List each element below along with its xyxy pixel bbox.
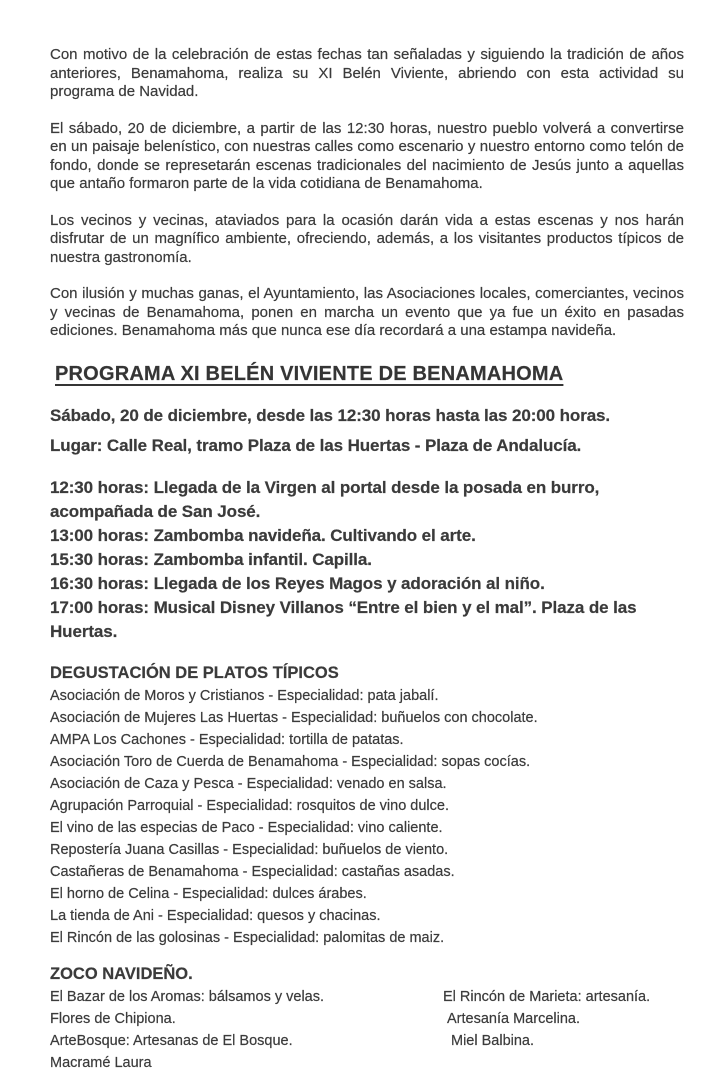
market-item: Miel Balbina.: [451, 1032, 535, 1049]
tasting-item: El vino de las especias de Paco - Especialidad: vino caliente.: [50, 819, 443, 836]
tasting-item: Asociación de Moros y Cristianos - Especialidad: pata jabalí.: [50, 687, 439, 704]
market-columns: [50, 986, 684, 1074]
tasting-section-title: DEGUSTACIÓN DE PLATOS TÍPICOS: [50, 663, 339, 682]
tasting-item: El horno de Celina - Especialidad: dulces árabes.: [50, 885, 367, 902]
event-date-line: Sábado, 20 de diciembre, desde las 12:30 horas hasta las 20:00 horas.: [50, 405, 611, 425]
tasting-item: Castañeras de Benamahoma - Especialidad: castañas asadas.: [50, 863, 455, 880]
tasting-item: El Rincón de las golosinas - Especialidad: palomitas de maiz.: [50, 929, 445, 946]
schedule-item-1300: 13:00 horas: Zambomba navideña. Cultivando el arte.: [50, 525, 476, 545]
tasting-item: Asociación de Caza y Pesca - Especialidad: venado en salsa.: [50, 775, 447, 792]
schedule-list: [50, 476, 684, 644]
market-item: Artesanía Marcelina.: [447, 1010, 580, 1027]
intro-paragraph-1: Con motivo de la celebración de estas fechas tan señaladas y siguiendo la tradición de años anteriores, Benamahoma, realiza su XI Belén Viviente, abriendo con esta actividad su programa de Navidad.: [50, 46, 684, 100]
market-item: ArteBosque: Artesanas de El Bosque.: [50, 1032, 293, 1049]
market-section: [50, 963, 684, 1074]
market-section-title: ZOCO NAVIDEÑO.: [50, 964, 193, 983]
market-item: Macramé Laura: [50, 1054, 152, 1071]
tasting-item: Agrupación Parroquial - Especialidad: rosquitos de vino dulce.: [50, 797, 449, 814]
market-item: El Bazar de los Aromas: bálsamos y velas.: [50, 988, 325, 1005]
schedule-item-1530: 15:30 horas: Zambomba infantil. Capilla.: [50, 549, 372, 569]
tasting-item: Repostería Juana Casillas - Especialidad: buñuelos de viento.: [50, 841, 449, 858]
intro-paragraph-4: Con ilusión y muchas ganas, el Ayuntamiento, las Asociaciones locales, comerciantes, vecinos y vecinas de Benamahoma, ponen en marcha un evento que ya fue un éxito en pasadas ediciones. Benamahoma más que nunca ese día recordará a una estampa navideña.: [50, 285, 684, 339]
program-title: PROGRAMA XI BELÉN VIVIENTE DE BENAMAHOMA: [55, 362, 564, 385]
intro-paragraph-3: Los vecinos y vecinas, ataviados para la ocasión darán vida a estas escenas y nos harán disfrutar de un magnífico ambiente, ofreciendo, además, a los visitantes productos típicos de nuestra gastronomía.: [50, 211, 684, 266]
market-right-column: [443, 986, 684, 1052]
schedule-item-1230: 12:30 horas: Llegada de la Virgen al portal desde la posada en burro, acompañada de San José.: [50, 477, 600, 521]
intro-paragraph-2: El sábado, 20 de diciembre, a partir de las 12:30 horas, nuestro pueblo volverá a convertirse en un paisaje belenístico, con nuestras calles como escenario y nuestro entorno como telón de fondo, donde se represetarán escenas tradicionales del nacimiento de Jesús junto a aquellas que antaño formaron parte de la vida cotidiana de Benamahoma.: [50, 119, 684, 192]
event-info-block: [50, 401, 684, 461]
schedule-item-1630: 16:30 horas: Llegada de los Reyes Magos y adoración al niño.: [50, 573, 545, 593]
market-item: El Rincón de Marieta: artesanía.: [443, 988, 651, 1005]
tasting-item: Asociación Toro de Cuerda de Benamahoma - Especialidad: sopas cocías.: [50, 753, 531, 770]
schedule-item-1700: 17:00 horas: Musical Disney Villanos “Entre el bien y el mal”. Plaza de las Huertas.: [50, 597, 637, 641]
market-left-column: [50, 986, 443, 1074]
event-location-line: Lugar: Calle Real, tramo Plaza de las Huertas - Plaza de Andalucía.: [50, 435, 582, 455]
intro-section: [50, 46, 684, 341]
tasting-item: Asociación de Mujeres Las Huertas - Especialidad: buñuelos con chocolate.: [50, 709, 538, 726]
tasting-section: [50, 662, 684, 949]
tasting-item: AMPA Los Cachones - Especialidad: tortilla de patatas.: [50, 731, 404, 748]
market-item: Flores de Chipiona.: [50, 1010, 176, 1027]
tasting-item: La tienda de Ani - Especialidad: quesos y chacinas.: [50, 907, 381, 924]
